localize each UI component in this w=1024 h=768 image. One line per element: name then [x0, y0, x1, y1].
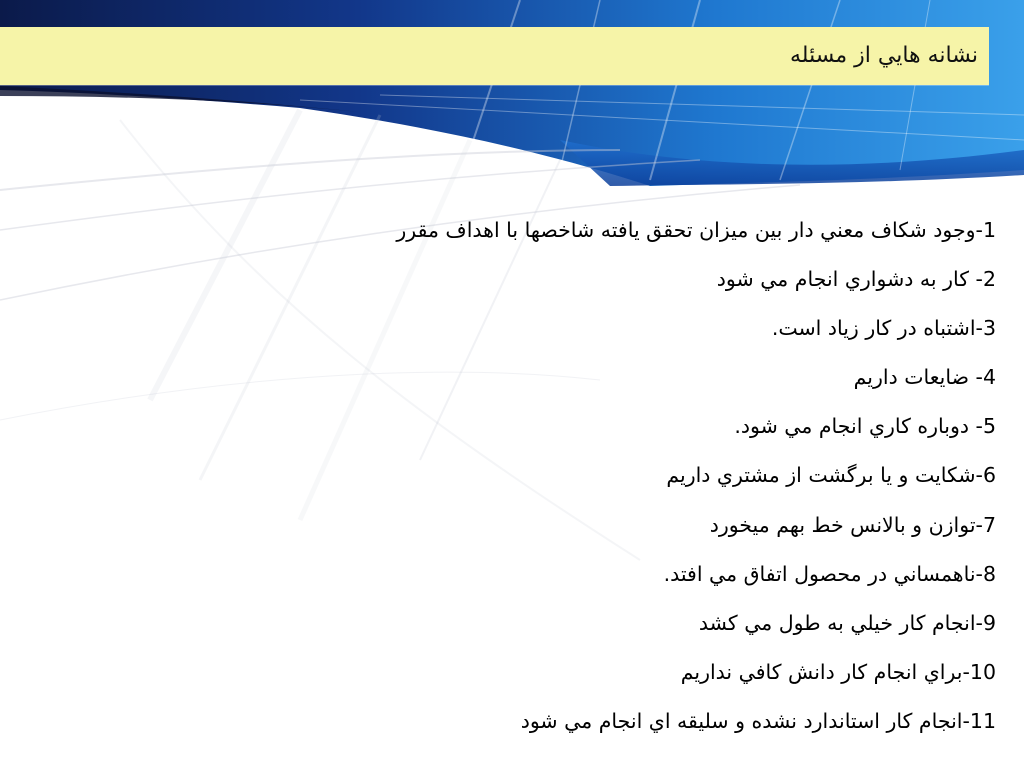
- list-item: 7-توازن و بالانس خط بهم ميخورد: [709, 512, 996, 537]
- list-item: 8-ناهمساني در محصول اتفاق مي افتد.: [663, 561, 996, 586]
- issue-list: [276, 206, 996, 746]
- list-item: 10-براي انجام كار دانش كافي نداريم: [680, 659, 996, 684]
- list-item: 2- كار به دشواري انجام مي شود: [716, 267, 996, 292]
- list-item: 9-انجام كار خيلي به طول مي كشد: [698, 610, 996, 635]
- list-item: 11-انجام كار استاندارد نشده و سليقه اي انجام مي شود: [520, 708, 996, 733]
- list-item: 4- ضايعات داريم: [853, 365, 996, 390]
- list-item: 3-اشتباه در كار زياد است.: [771, 316, 996, 341]
- list-item: 5- دوباره كاري انجام مي شود.: [734, 414, 996, 439]
- list-item: 6-شكايت و يا برگشت از مشتري داريم: [666, 463, 996, 488]
- list-item: 1-وجود شكاف معني دار بين ميزان تحقق يافته شاخصها با اهداف مقرر: [396, 218, 996, 242]
- slide-title: نشانه هايي از مسئله: [790, 43, 978, 68]
